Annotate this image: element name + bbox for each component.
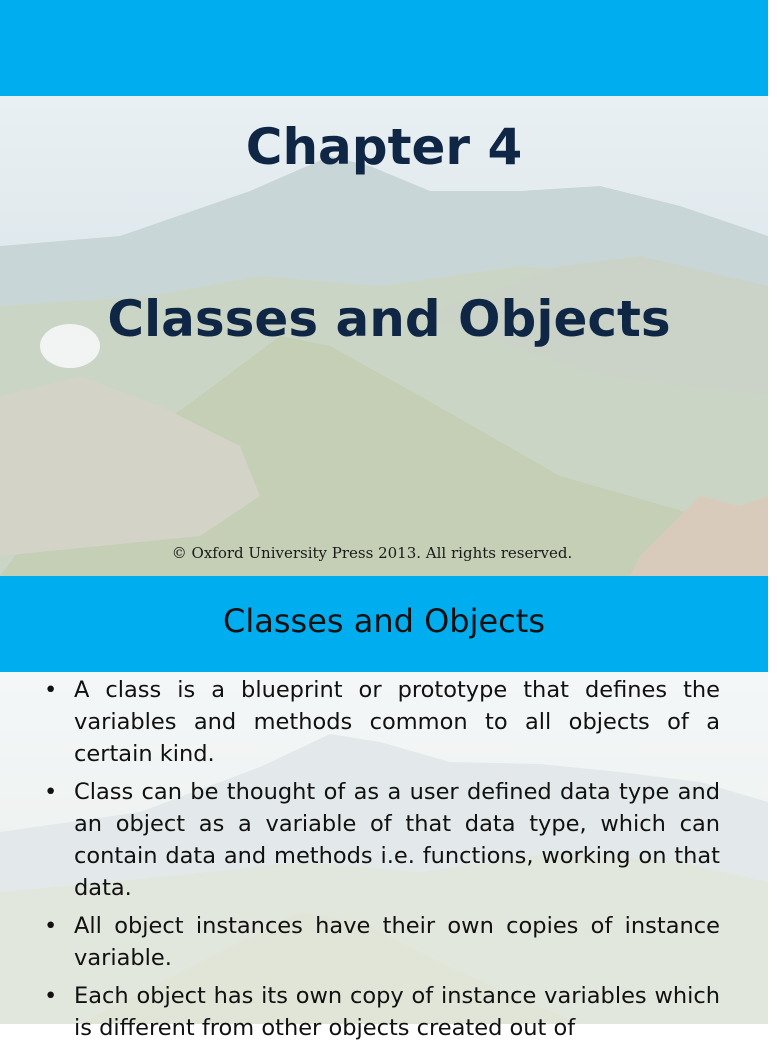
chapter-title: Chapter 4: [245, 118, 523, 176]
bullet-dot-icon: •: [44, 677, 58, 703]
bullet-text: A class is a blueprint or prototype that defines the variables and methods common to all objects of a certain kind.: [74, 677, 720, 767]
list-item: [0, 910, 768, 974]
bullet-text: Class can be thought of as a user defined data type and an object as a variable of that data type, which can contain data and methods i.e. functions, working on that data.: [74, 779, 720, 901]
bullet-dot-icon: •: [44, 983, 58, 1009]
copyright-notice: © Oxford University Press 2013. All rights reserved.: [171, 544, 573, 562]
slide-classes-and-objects: [0, 576, 768, 1041]
bullet-list: [0, 674, 768, 1050]
list-item: [0, 980, 768, 1044]
chapter-subtitle: Classes and Objects: [107, 290, 671, 348]
list-item: [0, 776, 768, 904]
bullet-dot-icon: •: [44, 779, 58, 805]
bullet-text: Each object has its own copy of instance variables which is different from other objects created out of: [74, 983, 720, 1041]
slide-title-text: Classes and Objects: [223, 602, 545, 640]
bullet-dot-icon: •: [44, 913, 58, 939]
list-item: [0, 674, 768, 770]
header-band: [0, 0, 768, 96]
bullet-text: All object instances have their own copies of instance variable.: [74, 913, 720, 971]
